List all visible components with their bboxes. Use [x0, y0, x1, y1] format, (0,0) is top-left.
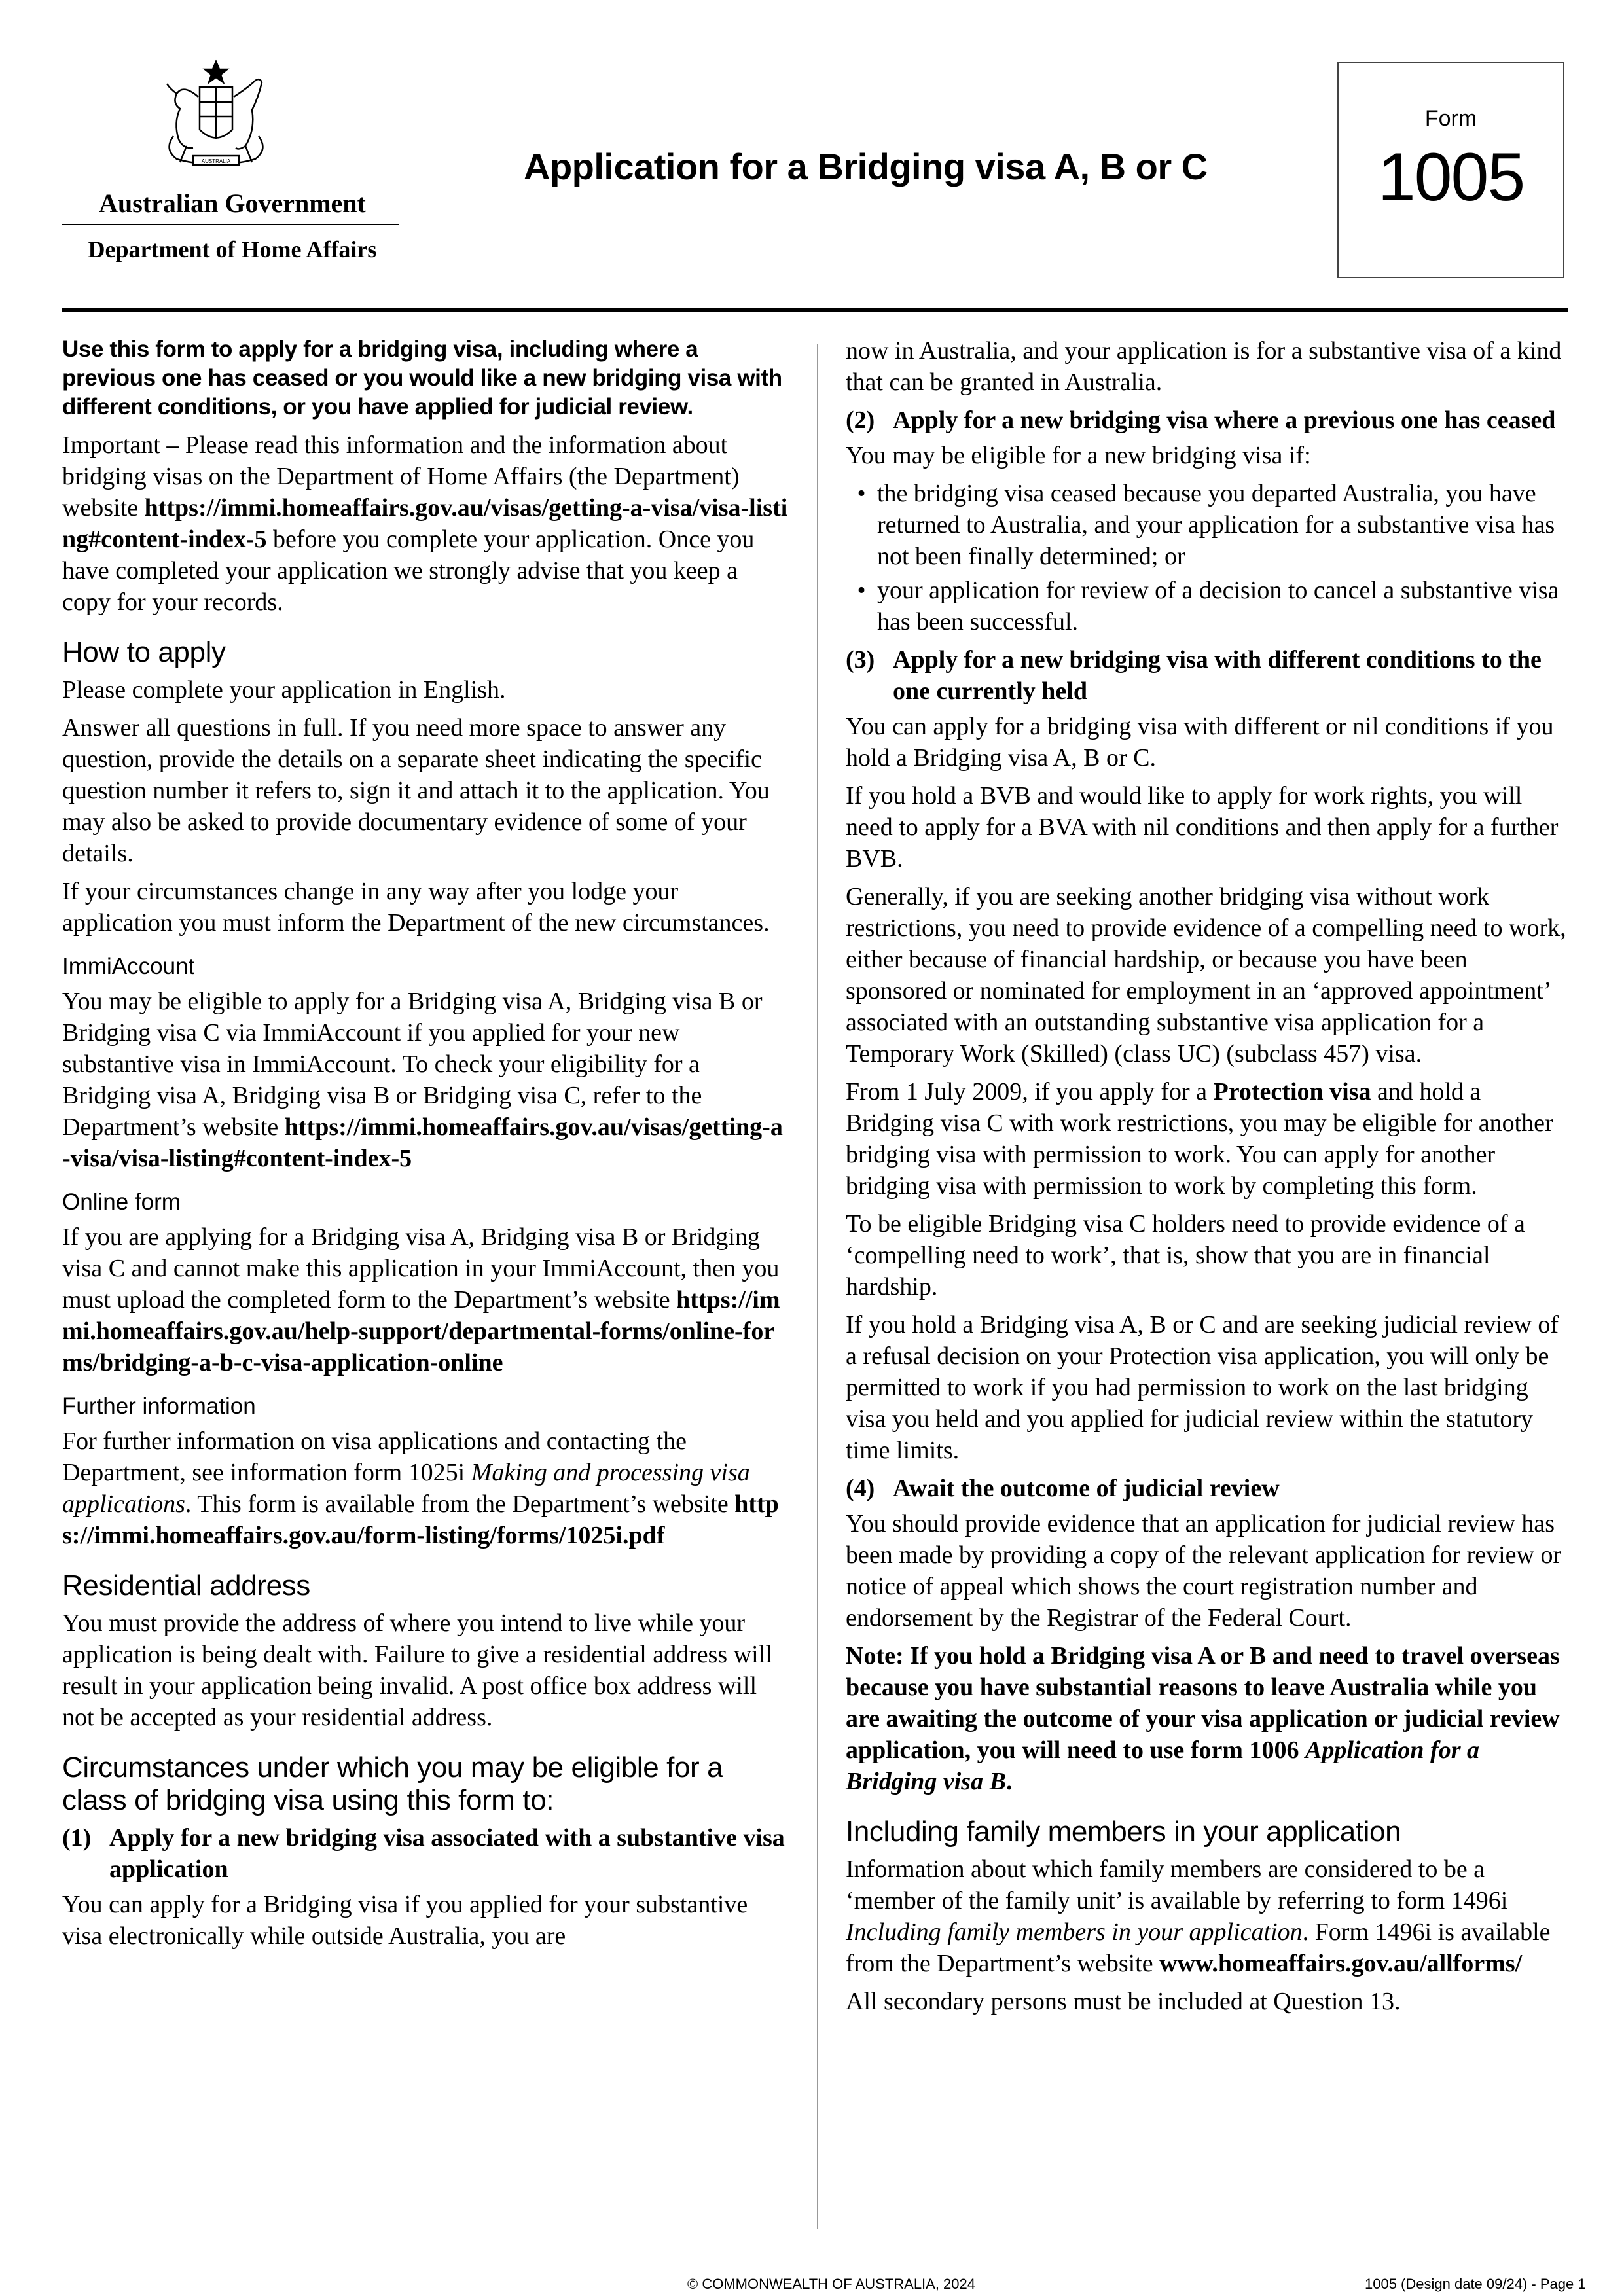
note-paragraph: [846, 1640, 1569, 1797]
form-title-italic: Making and processing visa applications: [62, 1459, 750, 1518]
note-text: Note: If you hold a Bridging visa A or B and need to travel overseas because you have substantial reasons to leave Australia while you are awaiting the outcome of your visa application or judicial review application, you will need to use form 1006: [846, 1642, 1560, 1764]
protection-text: From 1 July 2009, if you apply for a: [846, 1078, 1214, 1105]
item-1-heading: [62, 1822, 789, 1885]
further-text: For further information on visa applications and contacting the Department, see information form 1025i: [62, 1427, 687, 1486]
immiaccount-link[interactable]: https://immi.homeaffairs.gov.au/visas/getting-a-visa/visa-listing#content-index-5: [62, 1113, 783, 1172]
item-title: Await the outcome of judicial review: [893, 1475, 1280, 1502]
note-text-end: .: [1005, 1768, 1013, 1795]
department-name: Department of Home Affairs: [88, 236, 377, 262]
continued-paragraph: now in Australia, and your application is for a substantive visa of a kind that can be granted in Australia.: [846, 337, 1562, 396]
protection-text-end: and hold a Bridging visa C with work restrictions, you may be eligible for another bridging visa with permission to work. You can apply for another bridging visa with permission to work by completing this form.: [846, 1078, 1553, 1200]
how-to-apply-heading: How to apply: [62, 636, 226, 668]
website-link[interactable]: https://immi.homeaffairs.gov.au/visas/getting-a-visa/visa-listing#content-index-5: [62, 494, 788, 553]
family-paragraph: [846, 1854, 1569, 1979]
immiaccount-heading: ImmiAccount: [62, 954, 195, 979]
immiaccount-paragraph: [62, 986, 789, 1174]
important-paragraph: [62, 429, 789, 618]
item-3-paragraph-4: [846, 1076, 1569, 1202]
residential-address-paragraph: You must provide the address of where you intend to live while your application is being dealt with. Failure to give a residential address will result in your application being invalid. A post office box address will not be accepted as your residential address.: [62, 1609, 772, 1731]
form-number-box: [1337, 62, 1564, 278]
copyright-notice: © COMMONWEALTH OF AUSTRALIA, 2024: [687, 2276, 975, 2292]
online-form-link[interactable]: https://immi.homeaffairs.gov.au/help-support/departmental-forms/online-forms/bridging-a-b-c-visa-application-online: [62, 1286, 780, 1376]
coat-of-arms-icon: [147, 58, 285, 175]
right-column: [846, 335, 1569, 2024]
how-paragraph-1: Please complete your application in English.: [62, 676, 506, 704]
protection-visa-bold: Protection visa: [1213, 1078, 1371, 1105]
item-3-paragraph-5: To be eligible Bridging visa C holders need to provide evidence of a ‘compelling need to work’, that is, show that you are in financial hardship.: [846, 1210, 1525, 1300]
online-form-heading: Online form: [62, 1189, 181, 1215]
bullet-text: the bridging visa ceased because you departed Australia, you have returned to Australia, and your application for a substantive visa has not been finally determined; or: [877, 480, 1555, 570]
form-number: 1005: [1377, 139, 1525, 215]
item-number: (3): [846, 646, 875, 673]
how-paragraph-3: If your circumstances change in any way after you lodge your application you must inform the Department of the new circumstances.: [62, 878, 770, 937]
circumstances-heading: Circumstances under which you may be eligible for a class of bridging visa using this form to:: [62, 1751, 723, 1816]
family-text: Information about which family members are considered to be a ‘member of the family unit’ is available by referring to form 1496i: [846, 1856, 1508, 1914]
divider: [62, 224, 399, 225]
intro-text: Use this form to apply for a bridging visa, including where a previous one has ceased or you would like a new bridging visa with different conditions, or you have applied for judicial review.: [62, 336, 782, 420]
how-paragraph-2: Answer all questions in full. If you need more space to answer any question, provide the details on a separate sheet indicating the specific question number it refers to, sign it and attach it to the application. You may also be asked to provide documentary evidence of some of your details.: [62, 714, 770, 867]
important-text-end: before you complete your application. Once you have completed your application we strongly advise that you keep a copy for your records.: [62, 526, 755, 616]
family-text-end: . Form 1496i is available from the Department’s website: [846, 1918, 1551, 1977]
item-2-heading: [846, 404, 1569, 436]
header-divider: [62, 308, 1568, 312]
list-item: [846, 478, 1569, 572]
item-3-heading: [846, 644, 1569, 707]
item-3-paragraph-2: If you hold a BVB and would like to apply for work rights, you will need to apply for a BVA with nil conditions and then apply for a further BVB.: [846, 782, 1559, 872]
svg-text:AUSTRALIA: AUSTRALIA: [201, 158, 231, 164]
government-name: Australian Government: [99, 188, 366, 218]
item-3-paragraph-3: Generally, if you are seeking another bridging visa without work restrictions, you need to provide evidence of a compelling need to work, either because of financial hardship, or because you have been sponsored or nominated for employment in an ‘approved appointment’ associated with an outstanding substantive visa application for a Temporary Work (Skilled) (class UC) (subclass 457) visa.: [846, 883, 1566, 1067]
further-text-end: . This form is available from the Department’s website: [185, 1490, 735, 1518]
item-title: Apply for a new bridging visa where a previous one has ceased: [893, 406, 1556, 434]
online-form-text: If you are applying for a Bridging visa A, Bridging visa B or Bridging visa C and cannot make this application in your ImmiAccount, then you must upload the completed form to the Department’s website: [62, 1223, 780, 1314]
allforms-link[interactable]: www.homeaffairs.gov.au/allforms/: [1159, 1950, 1523, 1977]
important-text: Important – Please read this information and the information about bridging visas on the Department of Home Affairs (the Department) website: [62, 431, 740, 522]
further-link[interactable]: https://immi.homeaffairs.gov.au/form-listing/forms/1025i.pdf: [62, 1490, 779, 1549]
item-number: (1): [62, 1824, 92, 1852]
online-form-paragraph: [62, 1221, 789, 1378]
bullet-icon: •: [857, 480, 866, 507]
further-information-heading: Further information: [62, 1393, 256, 1419]
item-title: Apply for a new bridging visa associated with a substantive visa application: [109, 1824, 785, 1883]
note-form-title: Application for a Bridging visa B: [846, 1736, 1479, 1795]
family-members-heading: Including family members in your application: [846, 1816, 1401, 1848]
residential-address-heading: Residential address: [62, 1570, 310, 1602]
item-2-intro: You may be eligible for a new bridging visa if:: [846, 442, 1311, 469]
form-label: Form: [1424, 106, 1477, 131]
bullet-text: your application for review of a decision to cancel a substantive visa has been successful.: [877, 577, 1559, 636]
page-title: Application for a Bridging visa A, B or C: [524, 146, 1208, 187]
item-title: Apply for a new bridging visa with different conditions to the one currently held: [893, 646, 1542, 705]
immiaccount-text: You may be eligible to apply for a Bridging visa A, Bridging visa B or Bridging visa C via ImmiAccount if you applied for your new substantive visa in ImmiAccount. To check your eligibility for a Bridging visa A, Bridging visa B or Bridging visa C, refer to the Department’s website: [62, 988, 763, 1141]
item-4-heading: [846, 1473, 1569, 1504]
item-1-paragraph: You can apply for a Bridging visa if you applied for your substantive visa electronically while outside Australia, you are: [62, 1891, 748, 1950]
bullet-icon: •: [857, 577, 866, 604]
further-information-paragraph: [62, 1426, 789, 1551]
list-item: [846, 575, 1569, 637]
column-divider: [817, 344, 818, 2229]
item-3-paragraph-1: You can apply for a bridging visa with different or nil conditions if you hold a Bridging visa A, B or C.: [846, 713, 1554, 772]
page-info: 1005 (Design date 09/24) - Page 1: [1365, 2276, 1586, 2292]
item-number: (4): [846, 1475, 875, 1502]
item-3-paragraph-6: If you hold a Bridging visa A, B or C and are seeking judicial review of a refusal decision on your Protection visa application, you will only be permitted to work if you had permission to work on the last bridging visa you held and you applied for judicial review within the statutory time limits.: [846, 1311, 1559, 1464]
family-paragraph-2: All secondary persons must be included at Question 13.: [846, 1988, 1401, 2015]
left-column: [62, 335, 789, 1958]
item-number: (2): [846, 406, 875, 434]
family-form-title: Including family members in your application: [846, 1918, 1303, 1946]
item-4-paragraph: You should provide evidence that an application for judicial review has been made by providing a copy of the relevant application for review or notice of appeal which shows the court registration number and endorsement by the Registrar of the Federal Court.: [846, 1510, 1562, 1632]
